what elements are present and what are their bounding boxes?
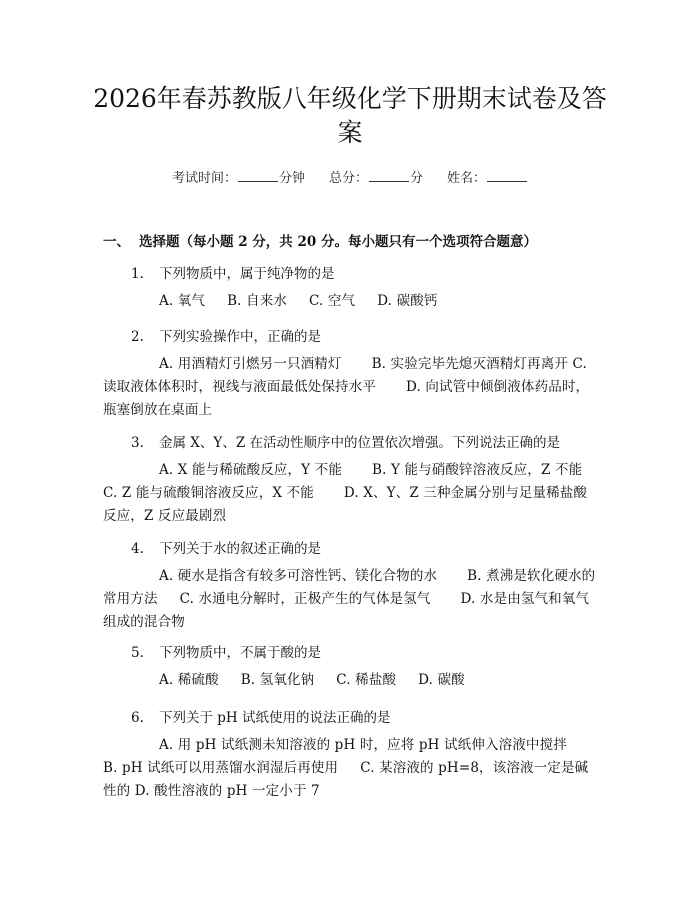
total-score-blank (369, 170, 409, 182)
question-text: 下列实验操作中，正确的是 (159, 329, 321, 345)
option-d: D. 碳酸钙 (377, 293, 438, 309)
option-b: B. Y 能与硝酸锌溶液反应，Z 不能 (372, 462, 583, 478)
option-c: C. 空气 (309, 293, 356, 309)
question-stem (131, 325, 321, 345)
question-number: 4. (131, 541, 144, 557)
option-b: B. pH 试纸可以用蒸馏水润湿后再使用 (103, 760, 339, 776)
question-number: 5. (131, 645, 144, 661)
question-number: 3. (131, 435, 144, 451)
exam-time-unit: 分钟 (278, 171, 305, 186)
question-number: 2. (131, 329, 144, 345)
option-d: D. 水是由氢气和氧气组成的混合物 (103, 591, 590, 630)
option-a: A. 稀硫酸 (159, 672, 219, 688)
total-score-unit: 分 (410, 171, 424, 186)
question-text: 下列关于 pH 试纸使用的说法正确的是 (159, 710, 391, 726)
question-text: 下列物质中，属于纯净物的是 (159, 266, 335, 282)
question-stem (131, 706, 391, 726)
option-c: C. 稀盐酸 (336, 672, 397, 688)
question-6-options (103, 734, 600, 803)
question-text: 下列关于水的叙述正确的是 (159, 541, 321, 557)
section-heading (103, 230, 537, 250)
option-a: A. 硬水是指含有较多可溶性钙、镁化合物的水 (159, 568, 438, 584)
option-a: A. X 能与稀硫酸反应，Y 不能 (159, 462, 342, 478)
question-stem (131, 537, 321, 557)
exam-time-label: 考试时间： (171, 171, 237, 186)
option-a: A. 用 pH 试纸测未知溶液的 pH 时，应将 pH 试纸伸入溶液中搅拌 (159, 737, 567, 753)
option-c: C. 水通电分解时，正极产生的气体是氢气 (179, 591, 431, 607)
option-a: A. 氧气 (159, 293, 206, 309)
option-d: D. 酸性溶液的 pH 一定小于 7 (134, 783, 320, 799)
option-b: B. 氢氧化钠 (240, 672, 315, 688)
question-text: 下列物质中，不属于酸的是 (159, 645, 321, 661)
question-text: 金属 X、Y、Z 在活动性顺序中的位置依次增强。下列说法正确的是 (159, 435, 560, 451)
question-stem (131, 431, 560, 451)
option-b: B. 实验完毕先熄灭酒精灯再离开 (371, 356, 568, 372)
exam-info-line (0, 167, 700, 186)
total-score-field (329, 167, 423, 186)
question-number: 1. (131, 266, 144, 282)
student-name-label: 姓名： (447, 171, 487, 186)
question-4-options (103, 565, 600, 634)
question-2-options (103, 353, 600, 422)
option-a: A. 用酒精灯引燃另一只酒精灯 (159, 356, 342, 372)
exam-time-field (172, 167, 305, 186)
question-stem (131, 641, 321, 661)
question-3-options (103, 459, 600, 528)
option-d: D. 向试管中倾倒液体药品时，瓶塞倒放在桌面上 (103, 379, 590, 418)
question-number: 6. (131, 710, 144, 726)
student-name-blank (487, 170, 527, 182)
option-b: B. 煮沸是软化硬水的常用方法 (103, 568, 596, 607)
question-stem (131, 262, 335, 282)
student-name-field (447, 167, 528, 186)
exam-time-blank (238, 170, 278, 182)
question-5-options (103, 669, 600, 692)
option-d: D. X、Y、Z 三种金属分别与足量稀盐酸反应，Z 反应最剧烈 (103, 485, 588, 524)
exam-title: 2026年春苏教版八年级化学下册期末试卷及答案 (93, 84, 607, 147)
total-score-label: 总分： (328, 171, 368, 186)
section-number: 一、 (103, 234, 130, 250)
option-b: B. 自来水 (227, 293, 287, 309)
option-d: D. 碳酸 (418, 672, 465, 688)
question-1-options (103, 290, 600, 313)
section-title: 选择题（每小题 2 分，共 20 分。每小题只有一个选项符合题意） (139, 234, 537, 250)
option-c: C. Z 能与硫酸铜溶液反应，X 不能 (103, 485, 314, 501)
option-c: C. 某溶液的 pH=8，该溶液一定是碱性的 (103, 760, 589, 799)
option-c: C. 读取液体体积时，视线与液面最低处保持水平 (103, 356, 587, 395)
